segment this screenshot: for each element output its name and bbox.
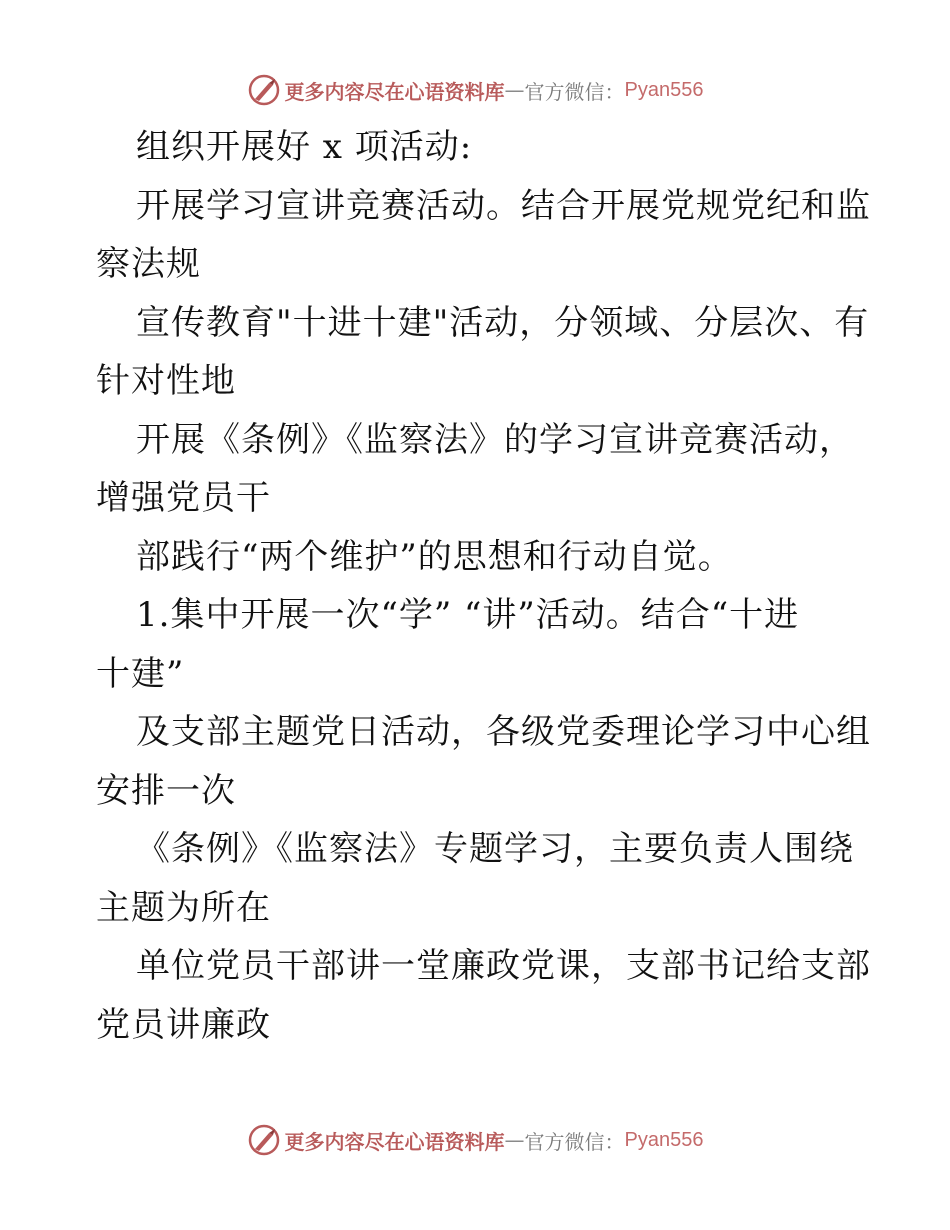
- text-line: 单位党员干部讲一堂廉政党课，支部书记给支部: [136, 946, 871, 986]
- watermark-wechat-label: 官方微信：: [524, 1129, 625, 1154]
- text-line: 开展《条例》《监察法》的学习宣讲竞赛活动，: [136, 419, 854, 460]
- text-line: 《条例》《监察法》专题学习，主要负责人围绕: [136, 829, 854, 869]
- text-line: 十建”: [96, 653, 185, 694]
- text-line: 党员讲廉政: [96, 1004, 271, 1045]
- text-line: 部践行“两个维护”的思想和行动自觉。: [136, 536, 733, 577]
- text-line: 主题为所在: [96, 887, 271, 928]
- text-line: 针对性地: [96, 361, 236, 401]
- text-line: 开展学习宣讲竞赛活动。结合开展党规党纪和监: [136, 185, 871, 226]
- text-line: 增强党员干: [96, 478, 271, 518]
- text-line: 1.集中开展一次“学” “讲”活动。结合“十进: [136, 595, 800, 635]
- watermark-text: 更多内容尽在心语资料库: [284, 1129, 505, 1154]
- watermark-banner-top: [0, 70, 950, 110]
- watermark-text: 更多内容尽在心语资料库: [284, 79, 505, 104]
- watermark-wechat-id: Pyan556: [624, 78, 704, 101]
- watermark-dash: —: [504, 1128, 525, 1152]
- watermark-wechat-label: 官方微信：: [524, 79, 625, 104]
- text-line: 察法规: [96, 244, 201, 284]
- text-line: 及支部主题党日活动，各级党委理论学习中心组: [136, 712, 871, 752]
- pen-logo-icon: [247, 1123, 281, 1157]
- text-line: 安排一次: [96, 770, 236, 811]
- watermark-dash: —: [504, 78, 525, 102]
- pen-logo-icon: [247, 73, 281, 107]
- text-line: 组织开展好 x 项活动:: [136, 127, 473, 167]
- document-body: [96, 118, 871, 1054]
- watermark-wechat-id: Pyan556: [624, 1128, 704, 1151]
- text-line: 宣传教育"十进十建"活动，分领域、分层次、有: [136, 302, 870, 343]
- watermark-banner-bottom: [0, 1120, 950, 1160]
